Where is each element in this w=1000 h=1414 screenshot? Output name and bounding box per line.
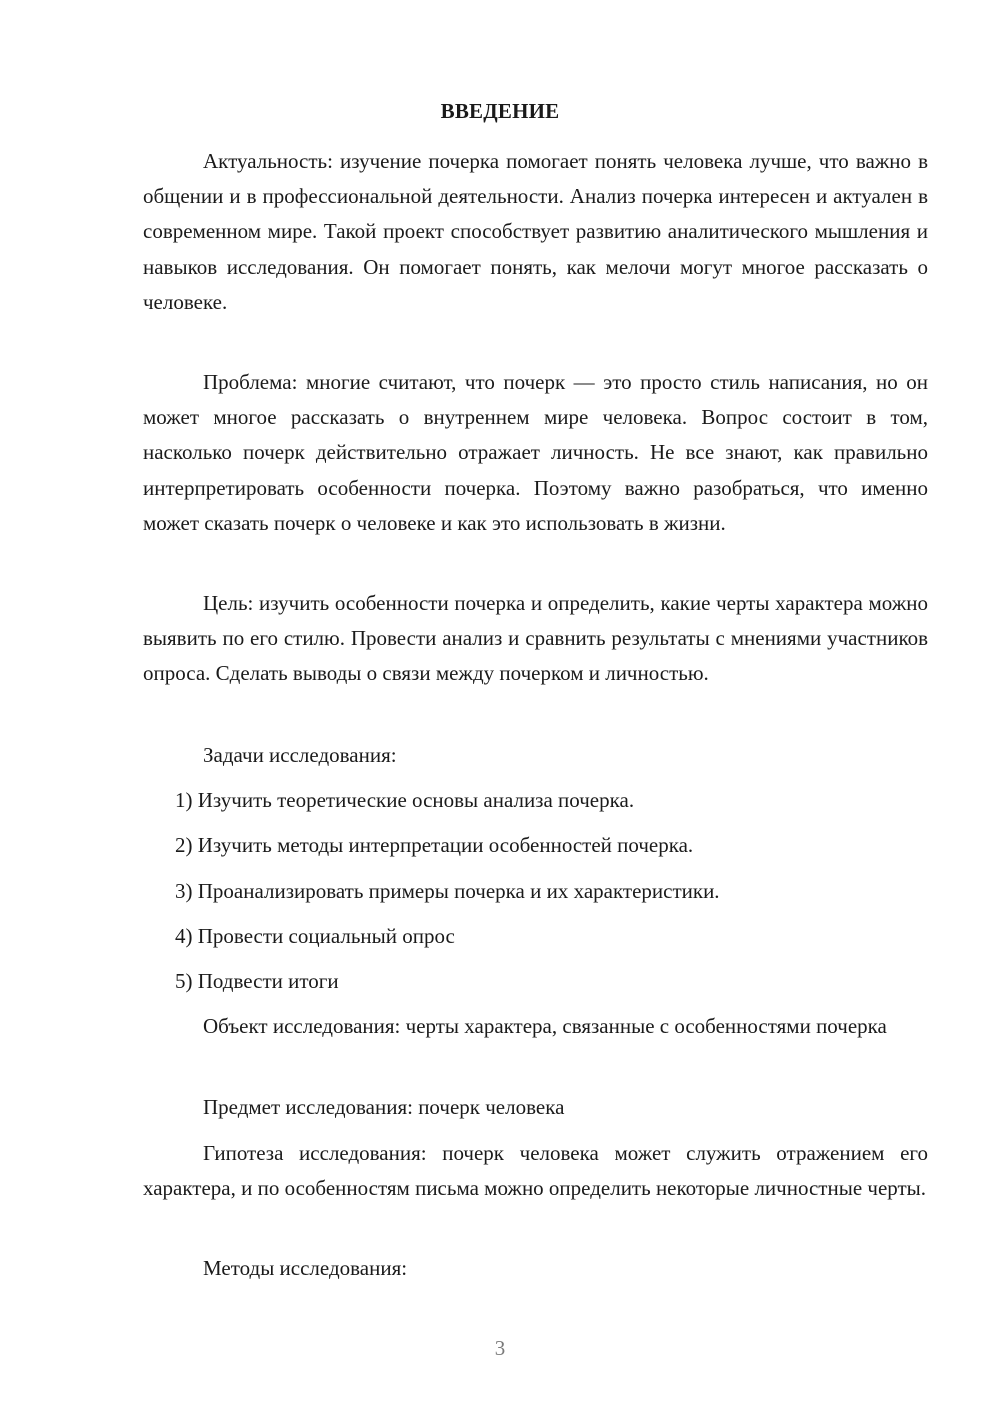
subject-paragraph: Предмет исследования: почерк человека: [203, 1095, 565, 1119]
page-number: 3: [494, 1336, 506, 1360]
list-item: 2) Изучить методы интерпретации особенностей почерка.: [175, 833, 694, 857]
object-paragraph: Объект исследования: черты характера, связанные с особенностями почерка: [203, 1014, 887, 1038]
tasks-heading: Задачи исследования:: [203, 743, 397, 767]
page-title: ВВЕДЕНИЕ: [440, 99, 560, 123]
hypothesis-paragraph: Гипотеза исследования: почерк человека может служить отражением его характера, и по особенностям письма можно определить некоторые личностные черты.: [143, 1141, 928, 1201]
list-item: 1) Изучить теоретические основы анализа почерка.: [175, 788, 635, 812]
problem-paragraph: Проблема: многие считают, что почерк — это просто стиль написания, но он может многое рассказать о внутреннем мире человека. Вопрос состоит в том, насколько почерк действительно отражает личность. Не все знают, как правильно интерпретировать особенности почерка. Поэтому важно разобраться, что именно может сказать почерк о человеке и как это использовать в жизни.: [143, 370, 928, 535]
relevance-paragraph: Актуальность: изучение почерка помогает понять человека лучше, что важно в общении и в профессиональной деятельности. Анализ почерка интересен и актуален в современном мире. Такой проект способствует развитию аналитического мышления и навыков исследования. Он помогает понять, как мелочи могут многое рассказать о человеке.: [143, 149, 928, 314]
list-item: 3) Проанализировать примеры почерка и их характеристики.: [175, 879, 720, 903]
list-item: 5) Подвести итоги: [175, 969, 339, 993]
methods-heading: Методы исследования:: [203, 1256, 408, 1280]
list-item: 4) Провести социальный опрос: [175, 924, 455, 948]
goal-paragraph: Цель: изучить особенности почерка и определить, какие черты характера можно выявить по его стилю. Провести анализ и сравнить результаты с мнениями участников опроса. Сделать выводы о связи между почерком и личностью.: [143, 591, 928, 686]
